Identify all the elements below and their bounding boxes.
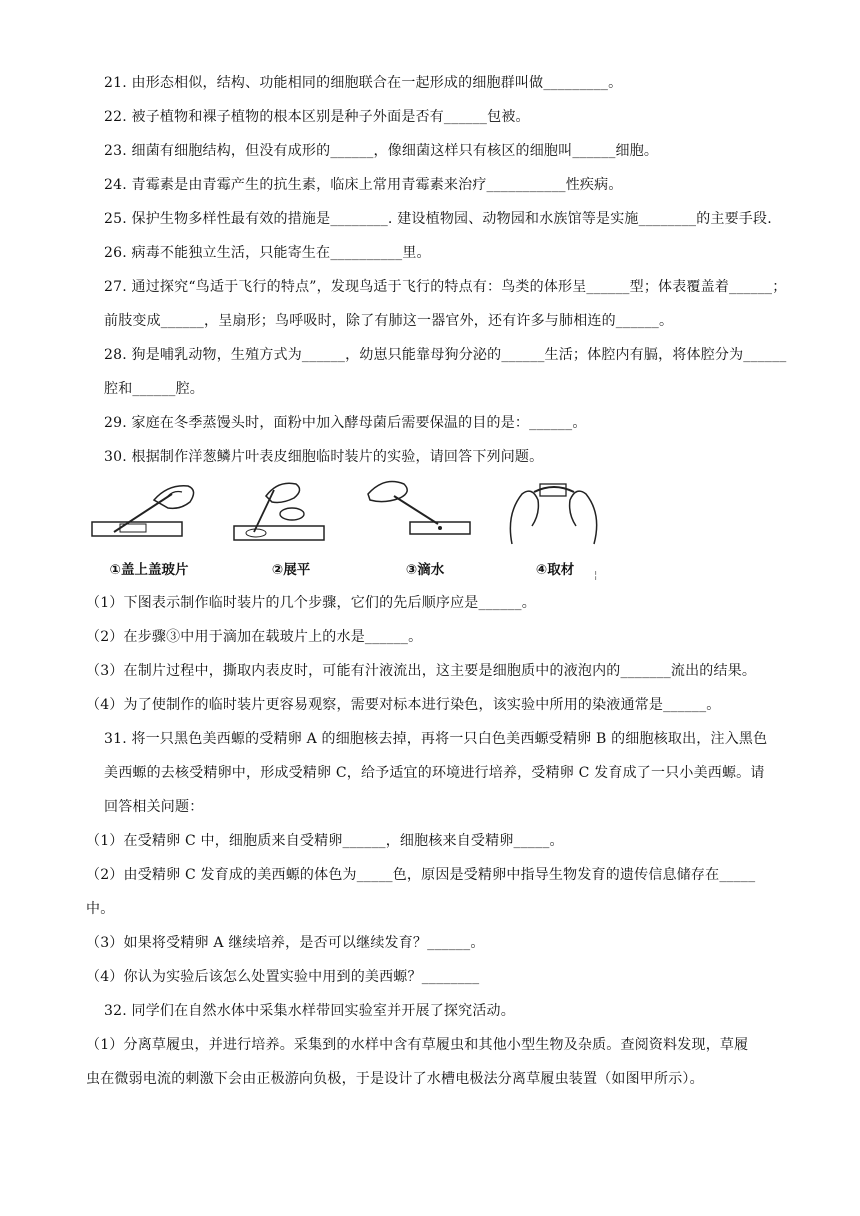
- question-31-4: （4）你认为实验后该怎么处置实验中用到的美西螈？________: [86, 969, 480, 985]
- question-29: 29. 家庭在冬季蒸馒头时，面粉中加入酵母菌后需要保温的目的是：______。: [104, 415, 587, 431]
- question-28: 28. 狗是哺乳动物，生殖方式为______，幼崽只能靠母狗分泌的______生活；体腔内有膈，将体腔分为______: [104, 347, 787, 363]
- question-31-1: （1）在受精卵 C 中，细胞质来自受精卵______，细胞核来自受精卵_____。: [86, 833, 564, 849]
- question-30-2: （2）在步骤③中用于滴加在载玻片上的水是______。: [86, 629, 423, 645]
- slide-preparation-figure: [84, 474, 604, 584]
- step-1-label: ①盖上盖玻片: [109, 562, 189, 578]
- question-30-1: （1）下图表示制作临时装片的几个步骤，它们的先后顺序应是______。: [86, 595, 536, 611]
- question-27-cont: 前肢变成______，呈扇形；鸟呼吸时，除了有肺这一器官外，还有许多与肺相连的______。: [104, 313, 674, 329]
- figure-step-1: [84, 474, 214, 584]
- question-23: 23. 细菌有细胞结构，但没有成形的______，像细菌这样只有核区的细胞叫______细胞。: [104, 143, 659, 159]
- question-31-cont-1: 美西螈的去核受精卵中，形成受精卵 C，给予适宜的环境进行培养，受精卵 C 发育成了一只小美西螈。请: [104, 765, 765, 781]
- cover-slip-illustration: [84, 474, 214, 558]
- drip-water-illustration: [360, 474, 490, 558]
- figure-step-3: [360, 474, 490, 584]
- question-31: 31. 将一只黑色美西螈的受精卵 A 的细胞核去掉，再将一只白色美西螈受精卵 B 的细胞核取出，注入黑色: [104, 731, 768, 747]
- spread-illustration: [226, 474, 356, 558]
- question-30-4: （4）为了使制作的临时装片更容易观察，需要对标本进行染色，该实验中所用的染液通常是______。: [86, 697, 721, 713]
- step-4-label: ④取材: [535, 562, 575, 578]
- question-32-1-cont: 虫在微弱电流的刺激下会由正极游向负极，于是设计了水槽电极法分离草履虫装置（如图甲所示）。: [86, 1071, 704, 1087]
- question-22: 22. 被子植物和裸子植物的根本区别是种子外面是否有______包被。: [104, 109, 530, 125]
- question-30: 30. 根据制作洋葱鳞片叶表皮细胞临时装片的实验，请回答下列问题。: [104, 449, 544, 465]
- question-31-3: （3）如果将受精卵 A 继续培养，是否可以继续发育？______。: [86, 935, 485, 951]
- question-31-2-cont: 中。: [86, 901, 115, 917]
- step-3-label: ③滴水: [405, 562, 445, 578]
- figure-mark: ¦: [594, 570, 598, 581]
- question-32-1: （1）分离草履虫，并进行培养。采集到的水样中含有草履虫和其他小型生物及杂质。查阅资料发现，草履: [86, 1037, 749, 1053]
- question-24: 24. 青霉素是由青霉产生的抗生素，临床上常用青霉素来治疗___________性疾病。: [104, 177, 623, 193]
- step-2-label: ②展平: [271, 562, 311, 578]
- question-30-3: （3）在制片过程中，撕取内表皮时，可能有汁液流出，这主要是细胞质中的液泡内的_______流出的结果。: [86, 663, 757, 679]
- figure-step-4: [490, 474, 620, 584]
- question-31-cont-2: 回答相关问题：: [104, 799, 204, 815]
- question-25: 25. 保护生物多样性最有效的措施是________. 建设植物园、动物园和水族馆等是实施________的主要手段.: [104, 211, 772, 227]
- question-32: 32. 同学们在自然水体中采集水样带回实验室并开展了探究活动。: [104, 1003, 515, 1019]
- question-26: 26. 病毒不能独立生活，只能寄生在__________里。: [104, 245, 431, 261]
- question-31-2: （2）由受精卵 C 发育成的美西螈的体色为_____色，原因是受精卵中指导生物发育的遗传信息储存在_____: [86, 867, 756, 883]
- question-28-cont: 腔和______腔。: [104, 381, 204, 397]
- take-material-illustration: [490, 474, 620, 558]
- question-21: 21. 由形态相似，结构、功能相同的细胞联合在一起形成的细胞群叫做_________。: [104, 75, 623, 91]
- figure-step-2: [226, 474, 356, 584]
- question-27: 27. 通过探究“鸟适于飞行的特点”，发现鸟适于飞行的特点有：鸟类的体形呈______型；体表覆盖着______；: [104, 279, 787, 295]
